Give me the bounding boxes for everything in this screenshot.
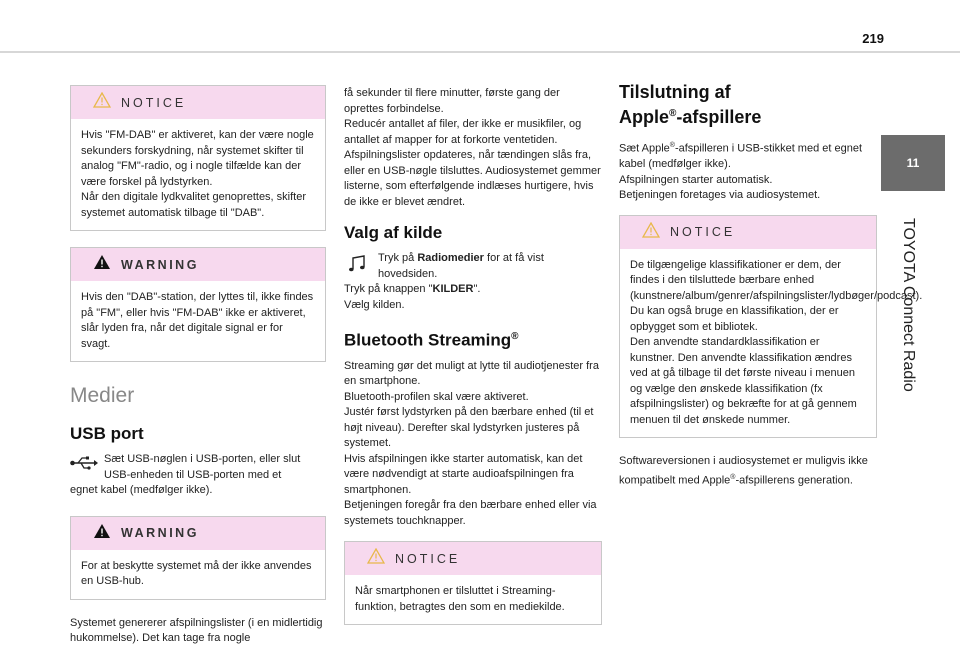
warning-header bbox=[71, 517, 325, 550]
source-instruction bbox=[344, 251, 602, 282]
playlist-text: Systemet genererer afspilningslister (i en midlertidig hukommelse). Det kan tage fra nogle bbox=[70, 616, 323, 644]
warning-header bbox=[71, 248, 325, 281]
usb-instruction-continued: egnet kabel (medfølger ikke). bbox=[70, 484, 213, 496]
heading-apple-players: Tilslutning af Apple®-afspillere bbox=[619, 82, 762, 127]
notice-text: Hvis "FM-DAB" er aktiveret, kan der være nogle sekunders forskydning, når systemet skifter til analog "FM"-radio, og i nogle tilfælde kan der være forskel på lydstyrken. Når den digitale lydkvalitet genoprettes, skifter systemet automatisk tilbage til "DAB". bbox=[81, 129, 314, 219]
notice-header bbox=[620, 216, 876, 249]
bluetooth-text: Streaming gør det muligt at lytte til audiotjenester fra en smartphone. Bluetooth-profilen skal være aktiveret. Justér først lydstyrken på den bærbare enhed (til et højt niveau). Derefter skal lydstyrken justeres på systemet. Hvis afspilningen ikke starter automatisk, kan det være nødvendigt at starte audioafspilningen fra smartphonen. Betjeningen foregår fra den bærbare enhed eller via systemets touchknapper. bbox=[344, 359, 599, 527]
source-step-2: Tryk på knappen "KILDER". bbox=[344, 283, 481, 295]
notice-label: NOTICE bbox=[670, 225, 736, 240]
heading-bluetooth-streaming: Bluetooth Streaming® bbox=[344, 330, 519, 350]
warning-label: WARNING bbox=[121, 257, 199, 272]
warning-text: For at beskytte systemet må der ikke anvendes en USB-hub. bbox=[81, 559, 312, 587]
notice-header bbox=[71, 86, 325, 119]
heading-usb-port: USB port bbox=[70, 424, 144, 443]
notice-triangle-icon bbox=[642, 222, 660, 243]
notice-triangle-icon bbox=[367, 548, 385, 569]
chapter-title: TOYOTA Connect Radio bbox=[900, 218, 917, 392]
column-1 bbox=[70, 85, 326, 647]
music-note-icon bbox=[344, 251, 378, 278]
usb-icon bbox=[70, 452, 104, 475]
heading-valg-af-kilde: Valg af kilde bbox=[344, 223, 443, 242]
page-number: 219 bbox=[862, 31, 884, 46]
notice-label: NOTICE bbox=[121, 95, 187, 110]
notice-text: Når smartphonen er tilsluttet i Streaming-funktion, betragtes den som en mediekilde. bbox=[355, 585, 565, 613]
playlist-text-continued: få sekunder til flere minutter, første gang der oprettes forbindelse. Reducér antallet af filer, der ikke er musikfiler, og antallet af mapper for at forkorte ventetiden. Afspilningslister opdateres, når tændingen slås fra, eller en USB-nøgle tilsluttes. Audiosystemet gemmer listerne, som efterfølgende indlæses hurtigere, hvis de ikke er blevet ændret. bbox=[344, 87, 601, 208]
warning-triangle-icon bbox=[93, 523, 111, 544]
warning-box bbox=[70, 247, 326, 362]
notice-triangle-icon bbox=[93, 92, 111, 113]
warning-label: WARNING bbox=[121, 526, 199, 540]
section-title-medier: Medier bbox=[70, 384, 135, 407]
warning-box-usb-hub bbox=[70, 516, 326, 600]
source-instruction-text: Tryk på Radiomedier for at få vist hovedsiden. bbox=[378, 252, 544, 280]
notice-text: De tilgængelige klassifikationer er dem, der findes i den tilsluttede bærbare enhed (kunstnere/album/genrer/afspilningslister/lydbøger/podcast). Du kan også bruge en klassifikation, der er opbygget som et bibliotek. Den anvendte standardklassifikation er kunstner. Den anvendte klassifikation ændres ved at gå tilbage til det første niveau i menuen og vælge den ønskede klassifikation (fx afspilningslister) og bekræfte for at gå gennem menuen til det ønskede nummer. bbox=[630, 258, 923, 426]
usb-instruction bbox=[70, 452, 326, 483]
warning-triangle-icon bbox=[93, 254, 111, 275]
notice-header bbox=[345, 542, 601, 575]
usb-instruction-text: Sæt USB-nøglen i USB-porten, eller slut USB-enheden til USB-porten med et bbox=[104, 453, 301, 481]
apple-intro-text: Sæt Apple®-afspilleren i USB-stikket med et egnet kabel (medfølger ikke). Afspilningen starter automatisk. Betjeningen foretages via audiosystemet. bbox=[619, 142, 863, 202]
notice-label: NOTICE bbox=[395, 551, 461, 566]
notice-box bbox=[70, 85, 326, 231]
warning-text: Hvis den "DAB"-station, der lyttes til, ikke findes på "FM", eller hvis "FM-DAB" ikke er aktiveret, slår lyden fra, når det digitale signal er for svagt. bbox=[81, 291, 314, 350]
source-step-3: Vælg kilden. bbox=[344, 298, 405, 311]
notice-box-streaming bbox=[344, 541, 602, 625]
column-2 bbox=[344, 86, 602, 641]
software-compat-text: Softwareversionen i audiosystemet er muligvis ikke kompatibelt med Apple®-afspillerens generation. bbox=[619, 455, 868, 487]
top-rule bbox=[0, 51, 960, 53]
chapter-tab: 11 bbox=[881, 135, 945, 191]
